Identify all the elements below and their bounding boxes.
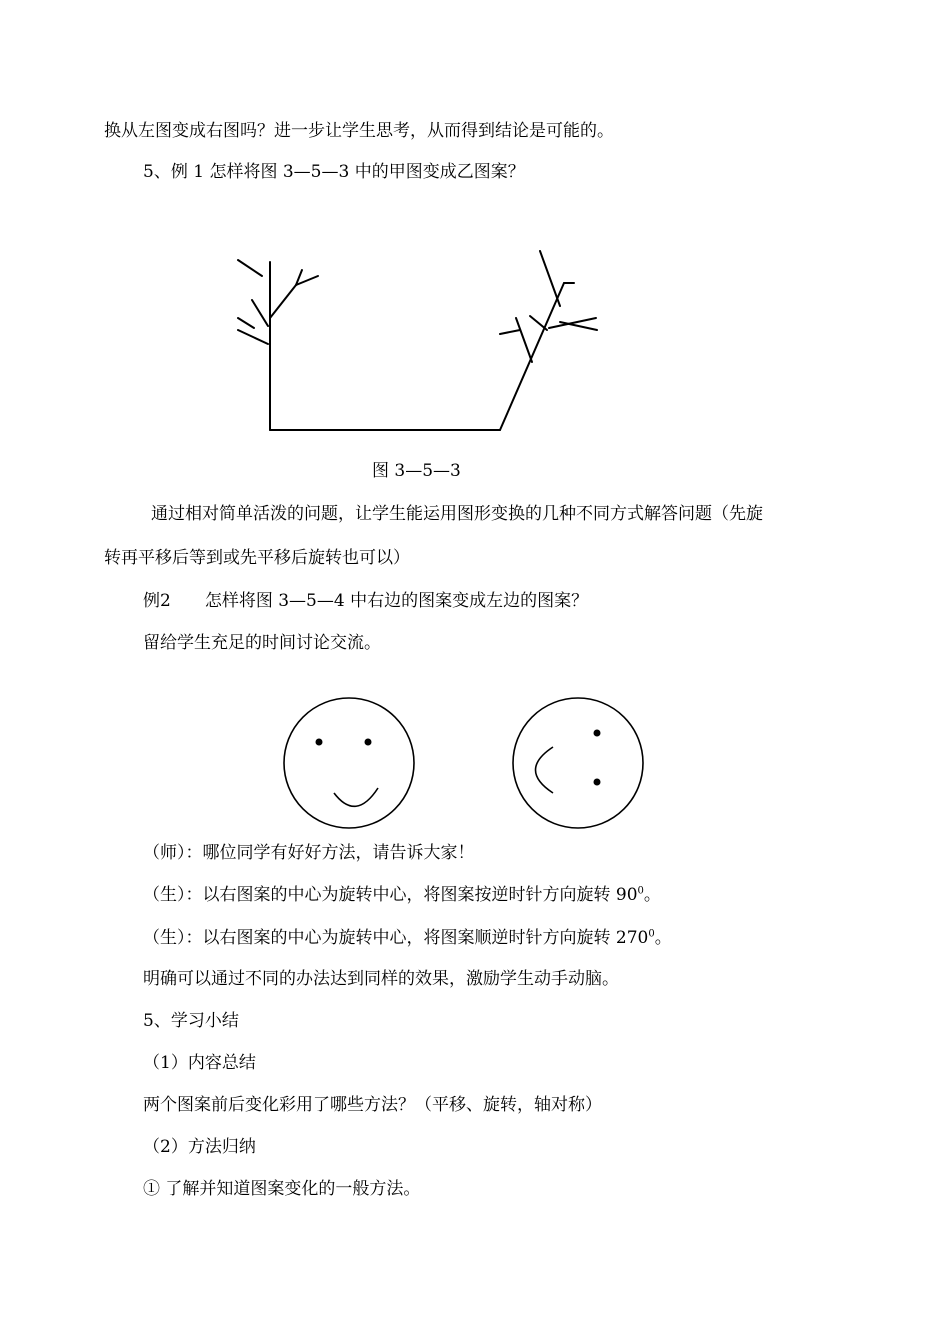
dialog-student-1 (143, 884, 661, 906)
right-smiley-face (513, 698, 643, 828)
dialog-student-2-end: 。 (654, 928, 672, 948)
dialog-student-2-text: （生）：以右图案的中心为旋转中心，将图案顺逆时针方向旋转 270 (143, 928, 649, 948)
left-smiley-eye-left (316, 739, 323, 746)
example-2-question: 例2 怎样将图 3—5—4 中右边的图案变成左边的图案？ (143, 591, 589, 611)
left-smiley-face (284, 698, 414, 828)
tree-figure (230, 240, 610, 440)
dialog-student-1-text: （生）：以右图案的中心为旋转中心，将图案按逆时针方向旋转 90 (143, 885, 638, 905)
smiley-figure (270, 690, 660, 840)
dialog-student-2 (143, 927, 672, 949)
degree-mark: 0 (648, 928, 655, 940)
paragraph-3b: 转再平移后等到或先平移后旋转也可以） (104, 548, 410, 568)
list-item-1: ① 了解并知道图案变化的一般方法。 (143, 1179, 421, 1199)
section-heading: 5、学习小结 (143, 1011, 239, 1031)
right-smiley-eye-top (594, 730, 601, 737)
dialog-student-1-end: 。 (643, 885, 661, 905)
paragraph-7: 两个图案前后变化彩用了哪些方法？（平移、旋转，轴对称） (143, 1095, 602, 1115)
paragraph-1: 换从左图变成右图吗？进一步让学生思考，从而得到结论是可能的。 (104, 121, 614, 141)
figure-caption: 图 3—5—3 (372, 461, 461, 481)
left-smiley-mouth (334, 788, 378, 806)
degree-mark: 0 (637, 885, 644, 897)
subsection-content-summary: （1）内容总结 (143, 1053, 256, 1073)
paragraph-5: 留给学生充足的时间讨论交流。 (143, 633, 381, 653)
left-smiley-eye-right (365, 739, 372, 746)
paragraph-3a: 通过相对简单活泼的问题，让学生能运用图形变换的几种不同方式解答问题（先旋 (151, 504, 763, 524)
right-smiley-mouth (536, 747, 554, 793)
example-1-question: 5、例 1 怎样将图 3—5—3 中的甲图变成乙图案？ (143, 162, 525, 182)
right-smiley-eye-bottom (594, 779, 601, 786)
dialog-teacher: （师）：哪位同学有好好方法，请告诉大家！ (143, 843, 475, 863)
subsection-method: （2）方法归纳 (143, 1137, 256, 1157)
paragraph-6: 明确可以通过不同的办法达到同样的效果，激励学生动手动脑。 (143, 969, 619, 989)
